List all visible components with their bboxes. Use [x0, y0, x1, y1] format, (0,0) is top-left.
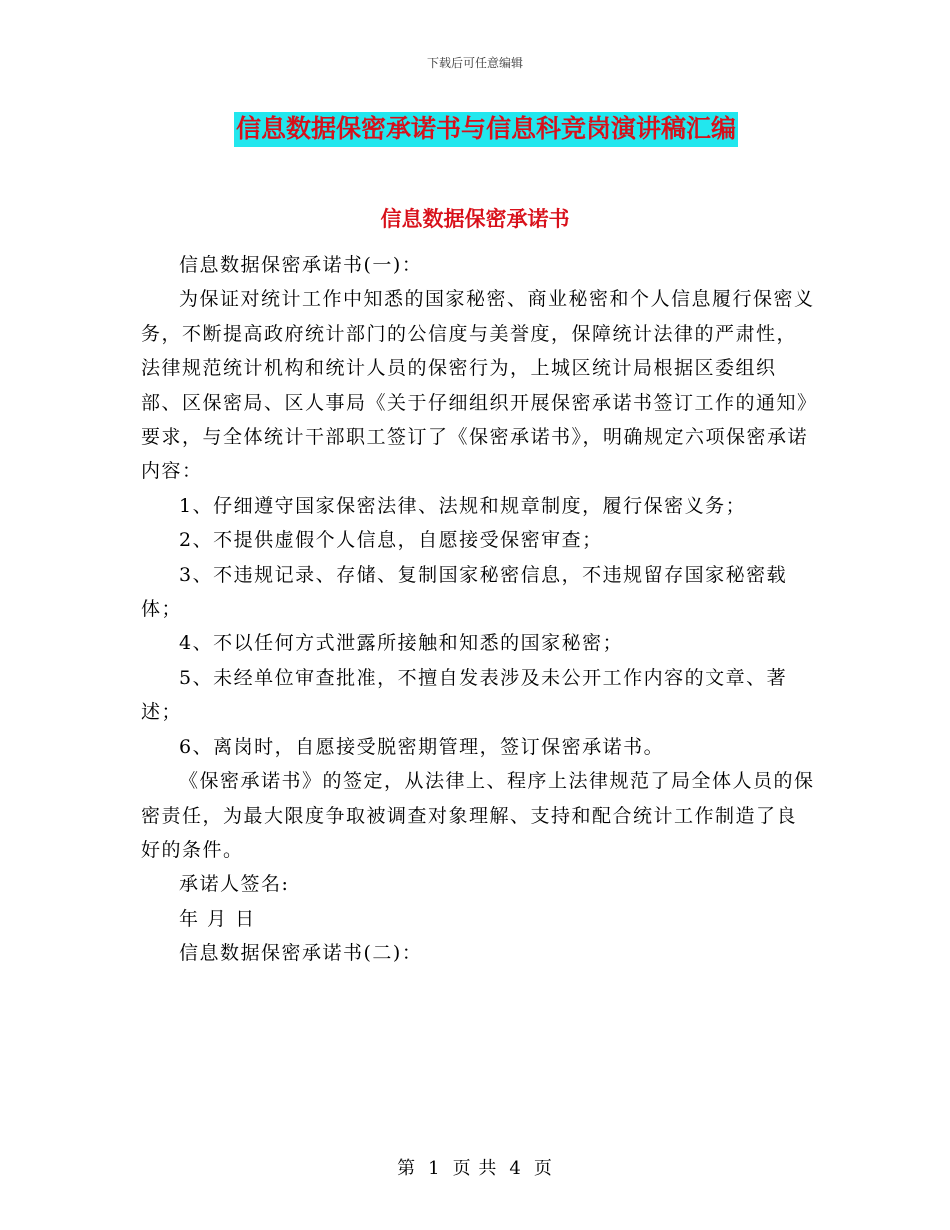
- document-body: [141, 248, 817, 971]
- date-line: 年 月 日: [179, 907, 256, 930]
- footer-total-pages: 4: [509, 1158, 522, 1179]
- signature-label: 承诺人签名:: [179, 873, 290, 896]
- paragraph-item-6: 6、离岗时，自愿接受脱密期管理，签订保密承诺书。: [179, 735, 665, 758]
- footer-page-number: 1: [428, 1158, 441, 1179]
- header-note: 下载后可任意编辑: [426, 56, 523, 70]
- section-title: 信息数据保密承诺书: [380, 207, 570, 231]
- paragraph-conclusion: 《保密承诺书》的签定，从法律上、程序上法律规范了局全体人员的保密责任，为最大限度争取被调查对象理解、支持和配合统计工作制造了良好的条件。: [141, 770, 815, 861]
- page-footer: [0, 1154, 950, 1180]
- paragraph-item-4: 4、不以任何方式泄露所接触和知悉的国家秘密；: [179, 632, 624, 655]
- paragraph-item-2: 2、不提供虚假个人信息，自愿接受保密审查；: [179, 529, 603, 552]
- paragraph-heading-2: 信息数据保密承诺书(二)：: [179, 942, 423, 965]
- paragraph-item-1: 1、仔细遵守国家保密法律、法规和规章制度，履行保密义务；: [179, 494, 747, 517]
- paragraph-item-5: 5、未经单位审查批准，不擅自发表涉及未公开工作内容的文章、著述；: [141, 666, 788, 724]
- footer-prefix: 第: [397, 1158, 417, 1179]
- paragraph-heading-1: 信息数据保密承诺书(一)：: [179, 254, 423, 276]
- footer-suffix: 页: [533, 1158, 553, 1179]
- footer-middle: 页 共: [452, 1158, 498, 1179]
- paragraph-intro: 为保证对统计工作中知悉的国家秘密、商业秘密和个人信息履行保密义务，不断提高政府统计部门的公信度与美誉度，保障统计法律的严肃性，法律规范统计机构和统计人员的保密行为，上城区统计局根据区委组织部、区保密局、区人事局《关于仔细组织开展保密承诺书签订工作的通知》要求，与全体统计干部职工签订了《保密承诺书》，明确规定六项保密承诺内容：: [141, 288, 815, 483]
- paragraph-item-3: 3、不违规记录、存储、复制国家秘密信息，不违规留存国家秘密载体；: [141, 563, 788, 621]
- main-title: 信息数据保密承诺书与信息科竞岗演讲稿汇编: [234, 112, 738, 147]
